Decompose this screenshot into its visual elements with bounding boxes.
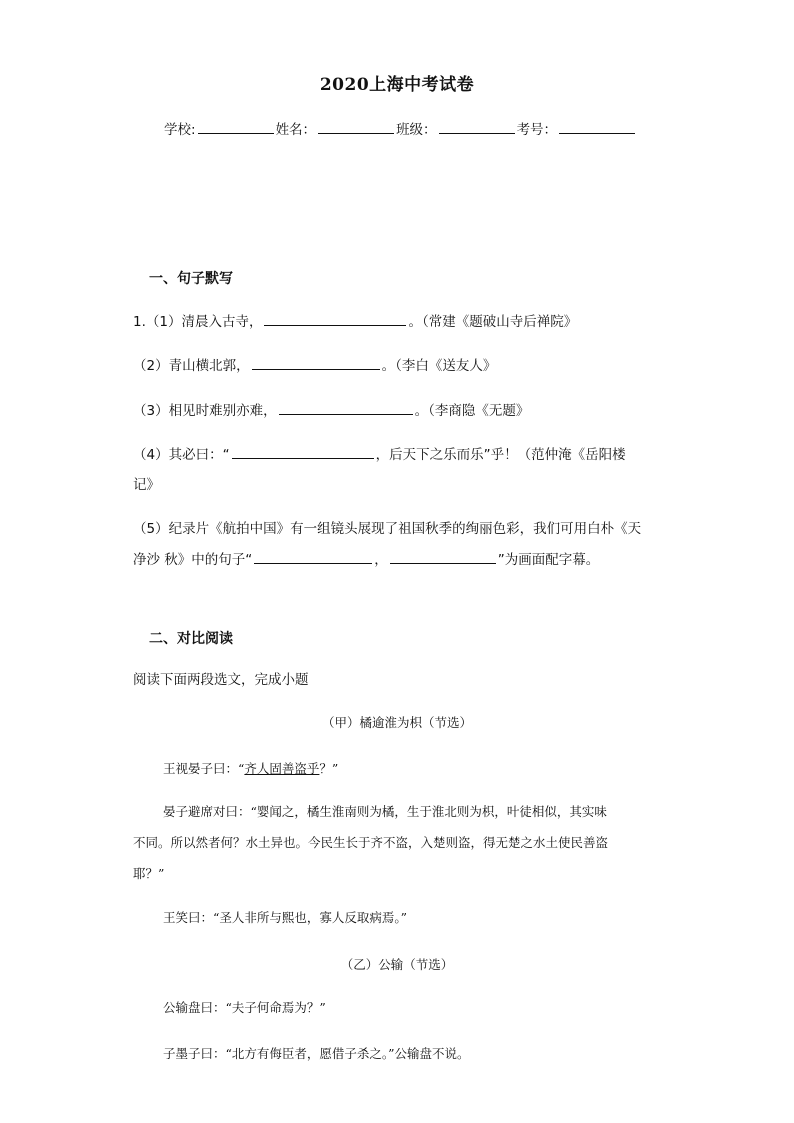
passage-jia-p2-line3: 耶？”	[133, 866, 165, 881]
q5-suffix: ”为画面配字幕。	[497, 552, 600, 568]
q5-blank-2[interactable]	[390, 551, 496, 564]
page-title: 2020上海中考试卷	[319, 75, 475, 95]
name-label: 姓名：	[275, 122, 317, 138]
school-label: 学校:	[164, 122, 196, 138]
question-1-3	[133, 399, 529, 419]
number-blank[interactable]	[559, 121, 635, 134]
reading-intro: 阅读下面两段选文，完成小题	[133, 672, 309, 688]
question-1-1	[133, 310, 577, 330]
section-heading-1: 一、句子默写	[149, 271, 233, 287]
q3-prefix: （3）相见时难别亦难，	[133, 403, 277, 419]
q2-blank[interactable]	[252, 357, 380, 370]
q1-blank[interactable]	[264, 313, 406, 326]
passage-jia-p2-line2: 不同。所以然者何？水土异也。今民生长于齐不盗，入楚则盗，得无楚之水土使民善盗	[133, 835, 609, 850]
p1-prefix: 王视晏子曰：“	[163, 761, 245, 776]
passage-yi-title: （乙）公输（节选）	[340, 957, 454, 972]
passage-yi-p2: 子墨子曰：“北方有侮臣者，愿借子杀之。”公输盘不说。	[163, 1046, 470, 1061]
question-1-4-cont: 记》	[133, 477, 160, 493]
q2-prefix: （2）青山横北郭，	[133, 358, 250, 374]
passage-jia-p3: 王笑曰：“圣人非所与熙也，寡人反取病焉。”	[163, 910, 408, 925]
q5-prefix: 净沙 秋》中的句子“	[133, 552, 253, 568]
student-info-line	[164, 118, 637, 138]
name-blank[interactable]	[318, 121, 394, 134]
q3-suffix: 。（李商隐《无题》	[414, 403, 530, 419]
passage-jia-p1	[163, 759, 338, 777]
q4-blank[interactable]	[232, 446, 374, 459]
question-1-5-cont	[133, 548, 599, 568]
class-label: 班级：	[396, 122, 437, 138]
school-blank[interactable]	[198, 121, 274, 134]
q5-mid: ，	[374, 552, 388, 568]
q2-suffix: 。（李白《送友人》	[381, 358, 497, 374]
q1-prefix: 1.（1）清晨入古寺，	[133, 314, 263, 330]
q3-blank[interactable]	[279, 402, 413, 415]
number-label: 考号：	[516, 122, 558, 138]
question-1-2	[133, 354, 496, 374]
class-blank[interactable]	[439, 121, 515, 134]
passage-jia-title: （甲）橘逾淮为枳（节选）	[321, 715, 472, 730]
p1-underlined-sentence: 齐人固善盗乎	[244, 761, 320, 776]
question-1-4	[133, 443, 626, 463]
q1-suffix: 。（常建《题破山寺后禅院》	[408, 314, 578, 330]
question-1-5: （5）纪录片《航拍中国》有一组镜头展现了祖国秋季的绚丽色彩，我们可用白朴《天	[133, 521, 642, 537]
passage-jia-p2-line1: 晏子避席对曰：“婴闻之，橘生淮南则为橘，生于淮北则为枳，叶徒相似，其实味	[163, 804, 607, 819]
q4-prefix: （4）其必曰：“	[133, 447, 230, 463]
q4-suffix: ，后天下之乐而乐”乎！（范仲淹《岳阳楼	[375, 447, 626, 463]
p1-suffix: ？”	[319, 761, 339, 776]
passage-yi-p1: 公输盘曰：“夫子何命焉为？”	[163, 1000, 326, 1015]
q5-blank-1[interactable]	[254, 551, 372, 564]
section-heading-2: 二、对比阅读	[149, 631, 233, 647]
